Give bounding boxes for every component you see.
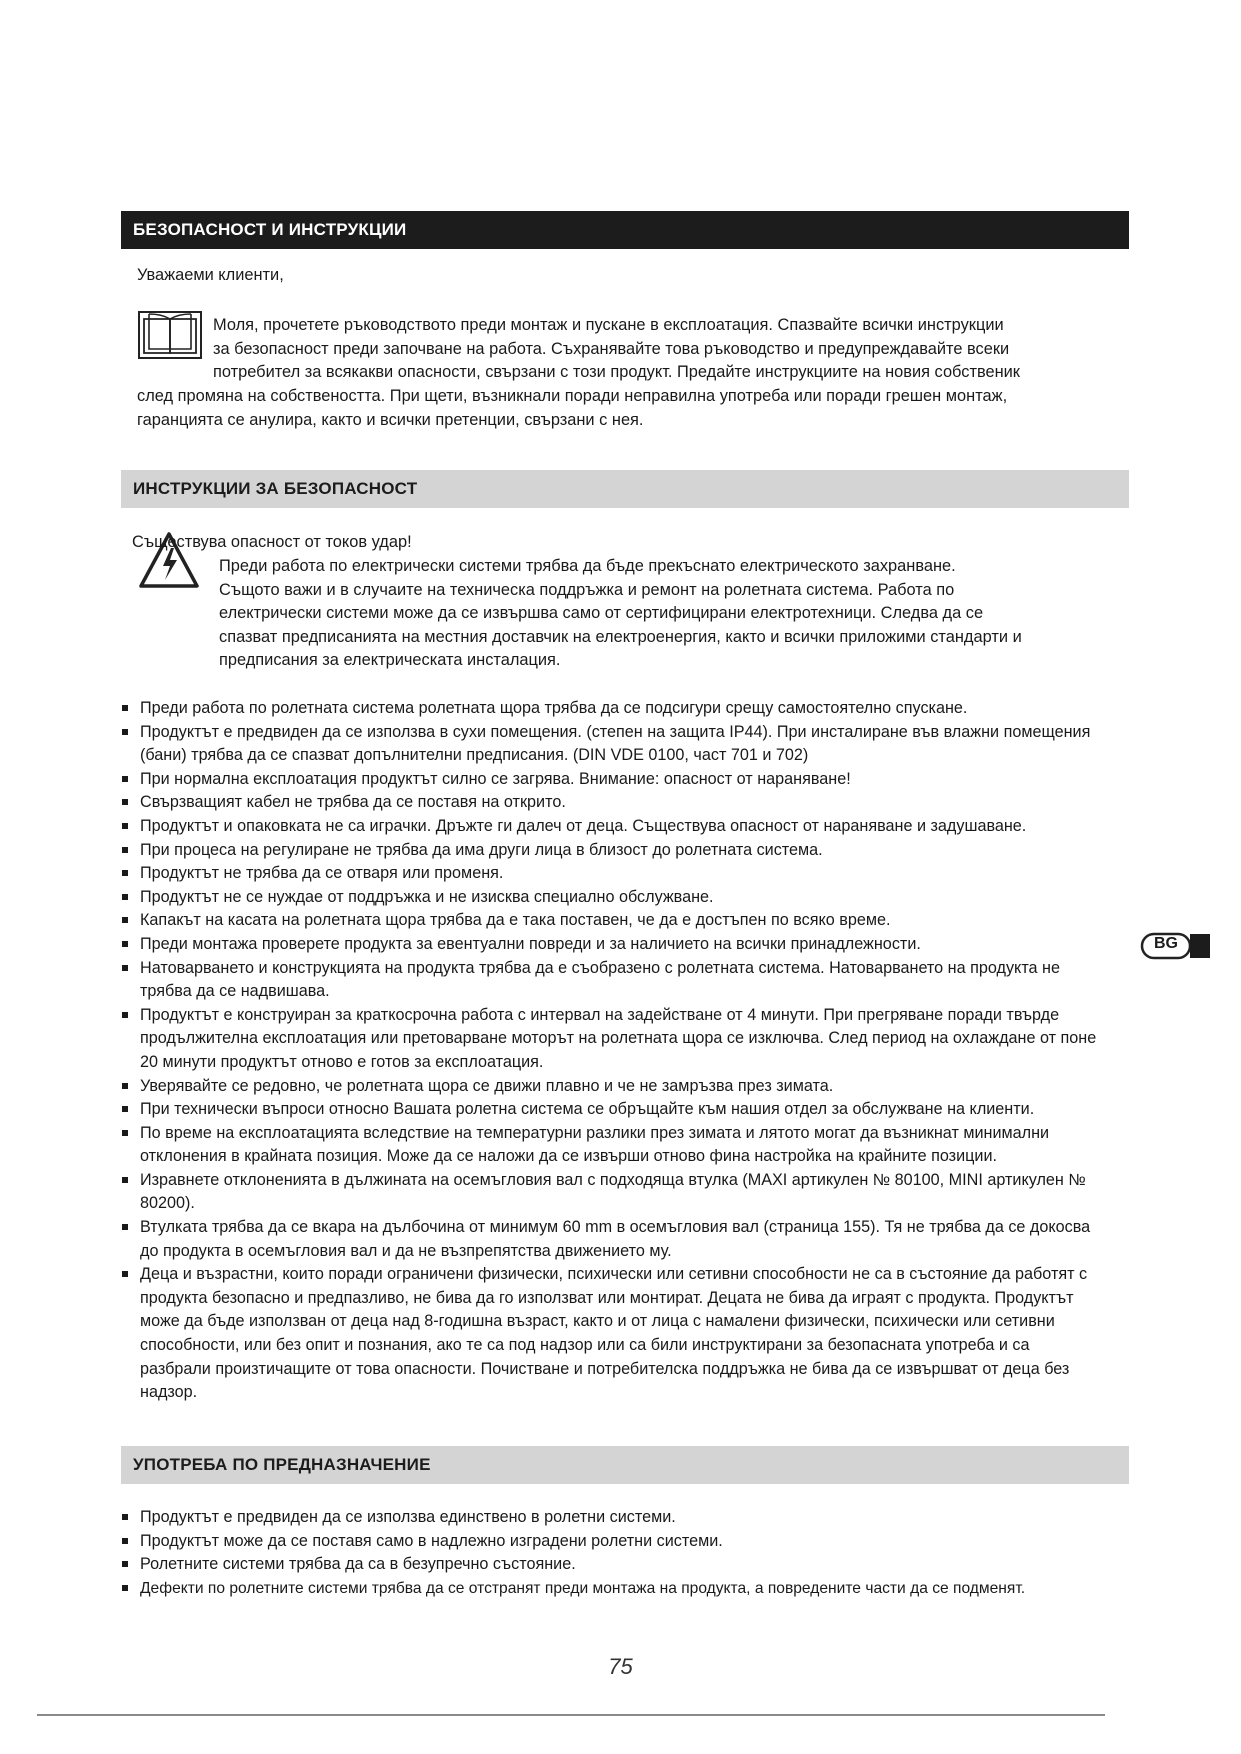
section-header-instructions xyxy=(121,470,1129,508)
list-item: Преди монтажа проверете продукта за евентуални повреди и за наличието на всички принадлежности. xyxy=(120,933,1100,957)
section-title: БЕЗОПАСНОСТ И ИНСТРУКЦИИ xyxy=(133,220,407,239)
warning-line-3: електрически системи може да се извършва само от сертифицирани електротехници. Следва да се xyxy=(219,604,984,623)
list-item: Натоварването и конструкцията на продукта трябва да е съобразено с ролетната система. Натоварването на продукта не трябва да се надвишава. xyxy=(120,957,1100,1004)
safety-list xyxy=(120,697,1100,1405)
list-item: Продуктът не трябва да се отваря или променя. xyxy=(120,862,1100,886)
list-item: Продуктът не се нуждае от поддръжка и не изисква специално обслужване. xyxy=(120,886,1100,910)
list-item: Продуктът е предвиден да се използва в сухи помещения. (степен на защита IP44). При инсталиране във влажни помещения (бани) трябва да се спазват допълнителни предписания. (DIN VDE 0100, част 701 и 702) xyxy=(120,721,1100,768)
list-item: Капакът на касата на ролетната щора трябва да е така поставен, че да е достъпен по всяко време. xyxy=(120,909,1100,933)
intro-line-2: за безопасност преди започване на работа. Съхранявайте това ръководство и предупреждавайте всеки xyxy=(213,339,1010,358)
intro-full xyxy=(137,385,1137,432)
warning-line-2: Същото важи и в случаите на техническа поддръжка и ремонт на ролетната система. Работа по xyxy=(219,580,955,599)
language-label: BG xyxy=(1154,935,1178,952)
warning-heading: Съществува опасност от токов удар! xyxy=(132,533,412,551)
list-item: Втулката трябва да се вкара на дълбочина от минимум 60 mm в осемъгловия вал (страница 155). Тя не трябва да се докосва до продукта в осемъгловия вал и да не възпрепятства движението му. xyxy=(120,1216,1100,1263)
list-item: Свързващият кабел не трябва да се поставя на открито. xyxy=(120,791,1100,815)
footer-divider xyxy=(37,1714,1105,1716)
warning-line-5: предписания за електрическата инсталация. xyxy=(219,651,561,670)
list-item: При процеса на регулиране не трябва да има други лица в близост до ролетната система. xyxy=(120,839,1100,863)
list-item: Продуктът е предвиден да се използва единствено в ролетни системи. xyxy=(120,1506,1120,1530)
list-item: При нормална експлоатация продуктът силно се загрява. Внимание: опасност от нараняване! xyxy=(120,768,1100,792)
intro-line-3: потребител за всякакви опасности, свързани с този продукт. Предайте инструкциите на новия собственик xyxy=(213,363,1020,382)
intro-line-4: след промяна на собствеността. При щети, възникнали поради неправилна употреба или поради грешен монтаж, xyxy=(137,387,1008,405)
page-number: 75 xyxy=(608,1654,633,1679)
warning-line-1: Преди работа по електрически системи трябва да бъде прекъснато електрическото захранване. xyxy=(219,557,956,575)
section-header-safety xyxy=(121,211,1129,249)
greeting: Уважаеми клиенти, xyxy=(137,266,284,284)
list-item: Продуктът може да се поставя само в надлежно изградени ролетни системи. xyxy=(120,1530,1120,1554)
intro-line-5: гаранцията се анулира, както и всички претенции, свързани с нея. xyxy=(137,410,644,429)
book-icon xyxy=(137,309,203,361)
intro-line-1: Моля, прочетете ръководството преди монтаж и пускане в експлоатация. Спазвайте всички инструкции xyxy=(213,316,1004,334)
list-item: Преди работа по ролетната система ролетната щора трябва да се подсигури срещу самостоятелно спускане. xyxy=(120,697,1100,721)
list-item: Продуктът е конструиран за краткосрочна работа с интервал на задействане от 4 минути. При прегряване поради твърде продължителна експлоатация или претоварване моторът на ролетната щора се изключва. След период на охлаждане от поне 20 минути продуктът отново е готов за експлоатация. xyxy=(120,1004,1100,1075)
list-item: Изравнете отклоненията в дължината на осемъгловия вал с подходяща втулка (MAXI артикулен № 80100, MINI артикулен № 80200). xyxy=(120,1169,1100,1216)
list-item: Продуктът и опаковката не са играчки. Дръжте ги далеч от деца. Съществува опасност от нараняване и задушаване. xyxy=(120,815,1100,839)
section-title: УПОТРЕБА ПО ПРЕДНАЗНАЧЕНИЕ xyxy=(133,1455,431,1474)
list-item: Уверявайте се редовно, че ролетната щора се движи плавно и че не замръзва през зимата. xyxy=(120,1075,1100,1099)
section-header-intended-use xyxy=(121,1446,1129,1484)
intended-use-list xyxy=(120,1506,1120,1600)
list-item: Дефекти по ролетните системи трябва да се отстранят преди монтажа на продукта, а повредените части да се подменят. xyxy=(120,1577,1120,1601)
list-item: При технически въпроси относно Вашата ролетна система се обръщайте към нашия отдел за обслужване на клиенти. xyxy=(120,1098,1100,1122)
intro-indented xyxy=(213,314,1133,385)
list-item: По време на експлоатацията вследствие на температурни разлики през зимата и лятото могат да възникнат минимални отклонения в крайната позиция. Може да се наложи да се извърши отново фина настройка на крайните позиции. xyxy=(120,1122,1100,1169)
language-tab xyxy=(1140,932,1210,960)
list-item: Ролетните системи трябва да са в безупречно състояние. xyxy=(120,1553,1120,1577)
section-title: ИНСТРУКЦИИ ЗА БЕЗОПАСНОСТ xyxy=(133,479,418,498)
warning-body xyxy=(219,555,1139,673)
warning-line-4: спазват предписанията на местния доставчик на електроенергия, както и всички приложими стандарти и xyxy=(219,627,1022,646)
list-item: Деца и възрастни, които поради ограничени физически, психически или сетивни способности не са в състояние да работят с продукта безопасно и предпазливо, не бива да го използват или монтират. Децата не бива да играят с продукта. Продуктът може да бъде използван от деца над 8-годишна възраст, както и от лица с намалени физически, психически или сетивни способности, или без опит и познания, ако те са под надзор или са били инструктирани за безопасната употреба и са разбрали произтичащите от това опасности. Почистване и потребителска поддръжка не бива да се извършват от деца без надзор. xyxy=(120,1263,1100,1405)
